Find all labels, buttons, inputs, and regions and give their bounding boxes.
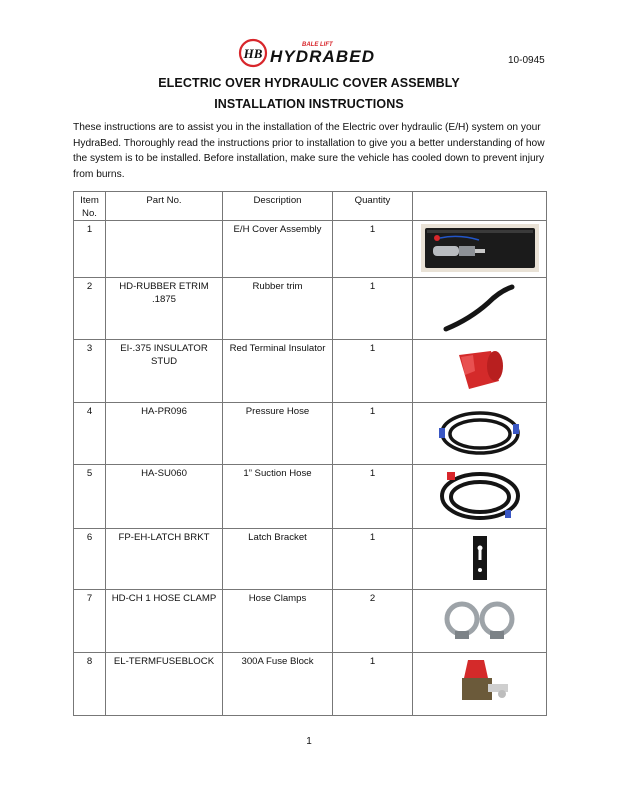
fuse-block-photo — [440, 654, 520, 712]
logo-monogram: HB — [243, 46, 263, 61]
part-number — [106, 221, 223, 278]
column-header-quantity: Quantity — [333, 192, 413, 221]
part-description: Red Terminal Insulator — [223, 340, 333, 403]
part-quantity: 1 — [333, 403, 413, 465]
part-number: HA-PR096 — [106, 403, 223, 465]
document-title: ELECTRIC OVER HYDRAULIC COVER ASSEMBLY — [158, 76, 460, 90]
part-description: Latch Bracket — [223, 529, 333, 590]
part-quantity: 1 — [333, 653, 413, 716]
part-description: 1” Suction Hose — [223, 465, 333, 529]
item-number: 6 — [74, 529, 106, 590]
part-description: Rubber trim — [223, 278, 333, 340]
page-number: 1 — [306, 736, 312, 747]
cover-assembly-photo — [419, 222, 541, 274]
item-number: 5 — [74, 465, 106, 529]
table-row — [74, 590, 547, 653]
hydrabed-logo — [238, 36, 378, 70]
item-number: 3 — [74, 340, 106, 403]
hose-clamps-photo — [435, 591, 525, 649]
part-quantity: 2 — [333, 590, 413, 653]
column-header-description: Description — [223, 192, 333, 221]
document-subtitle: INSTALLATION INSTRUCTIONS — [214, 97, 404, 111]
column-header-item: Item No. — [74, 192, 106, 221]
part-quantity: 1 — [333, 465, 413, 529]
column-header-part: Part No. — [106, 192, 223, 221]
part-description: Pressure Hose — [223, 403, 333, 465]
table-row — [74, 529, 547, 590]
part-quantity: 1 — [333, 340, 413, 403]
item-number: 2 — [74, 278, 106, 340]
part-quantity: 1 — [333, 529, 413, 590]
parts-table — [73, 191, 547, 716]
part-description: E/H Cover Assembly — [223, 221, 333, 278]
latch-bracket-photo — [455, 530, 505, 586]
table-row — [74, 653, 547, 716]
suction-hose-photo — [435, 466, 525, 526]
part-number: HD-CH 1 HOSE CLAMP — [106, 590, 223, 653]
pressure-hose-photo — [435, 404, 525, 462]
table-header-row — [74, 192, 547, 221]
terminal-insulator-photo — [445, 341, 515, 399]
logo-wordmark: HYDRABED — [270, 47, 374, 66]
table-row — [74, 465, 547, 529]
table-row — [74, 278, 547, 340]
rubber-trim-photo — [440, 279, 520, 337]
table-row — [74, 340, 547, 403]
table-row — [74, 403, 547, 465]
part-number: EL-TERMFUSEBLOCK — [106, 653, 223, 716]
part-number: EI-.375 INSULATOR STUD — [106, 340, 223, 403]
part-description: 300A Fuse Block — [223, 653, 333, 716]
item-number: 1 — [74, 221, 106, 278]
intro-paragraph: These instructions are to assist you in the installation of the Electric over hydraulic (E/H) system on your HydraBed. Thoroughly read the instructions prior to installation to give you a better understanding of how the system is to be installed. Before installation, make sure the vehicle has cooled down to prevent injury from burns. — [73, 122, 545, 180]
part-quantity: 1 — [333, 278, 413, 340]
part-number: FP-EH-LATCH BRKT — [106, 529, 223, 590]
part-number: HD-RUBBER ETRIM .1875 — [106, 278, 223, 340]
part-description: Hose Clamps — [223, 590, 333, 653]
column-header-photo — [413, 192, 547, 221]
item-number: 8 — [74, 653, 106, 716]
logo-tagline: BALE LIFT — [302, 42, 333, 48]
document-number: 10-0945 — [508, 55, 545, 66]
part-number: HA-SU060 — [106, 465, 223, 529]
item-number: 7 — [74, 590, 106, 653]
part-quantity: 1 — [333, 221, 413, 278]
item-number: 4 — [74, 403, 106, 465]
table-row — [74, 221, 547, 278]
